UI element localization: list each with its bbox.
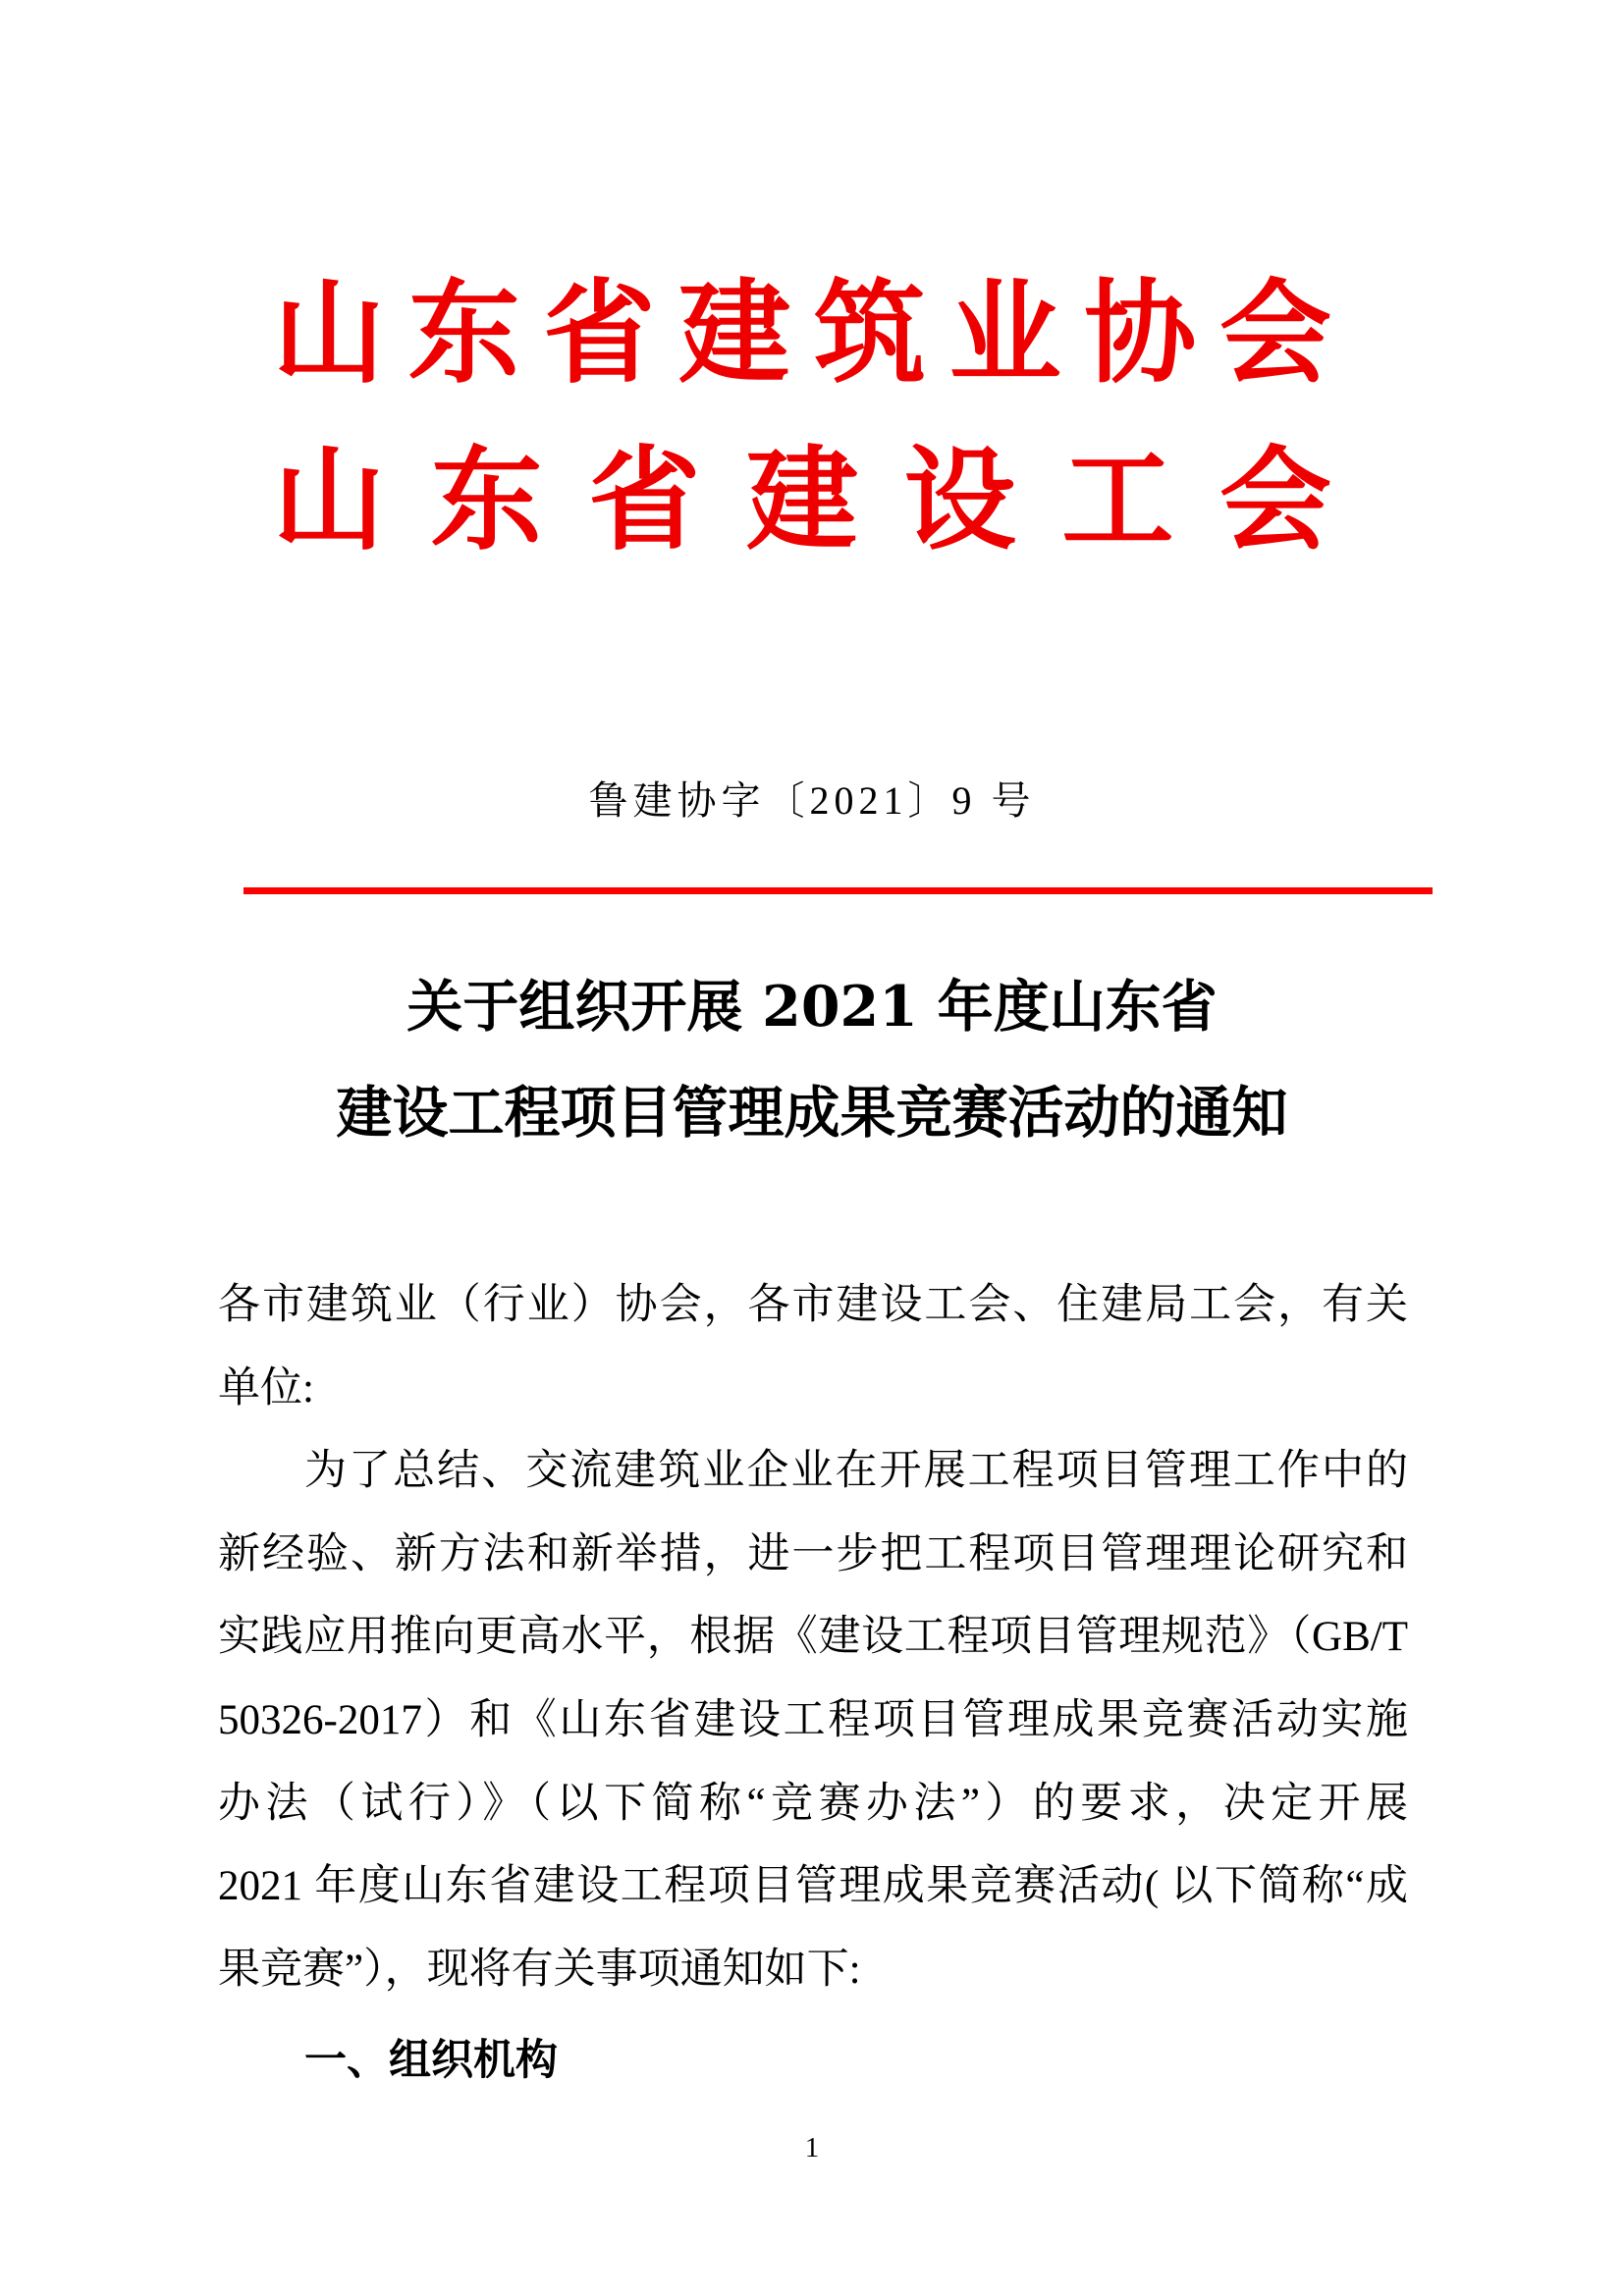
- paragraph-line: 2021 年度山东省建设工程项目管理成果竞赛活动( 以下简称“成: [218, 1863, 1408, 1910]
- paragraph-line: 50326-2017）和《山东省建设工程项目管理成果竞赛活动实施: [218, 1696, 1408, 1743]
- paragraph-line: 新经验、新方法和新举措，进一步把工程项目管理理论研究和: [218, 1530, 1408, 1577]
- salutation-line-2: 单位:: [218, 1364, 314, 1412]
- paragraph-line: 果竞赛”），现将有关事项通知如下:: [218, 1946, 861, 1993]
- org-masthead-line-1: 山东省建筑业协会: [273, 267, 1331, 399]
- notice-title-line-1: 关于组织开展 2021 年度山东省: [406, 974, 1218, 1040]
- notice-title-line-2: 建设工程项目管理成果竞赛活动的通知: [336, 1080, 1288, 1146]
- salutation-line-1: 各市建筑业（行业）协会，各市建设工会、住建局工会，有关: [218, 1282, 1408, 1328]
- paragraph-line: 办法（试行）》（以下简称“竞赛办法”）的要求，决定开展: [218, 1780, 1408, 1827]
- red-divider-line: [244, 887, 1433, 894]
- section-heading-organization: 一、组织机构: [304, 2036, 558, 2085]
- document-reference-number: 鲁建协字〔2021〕9 号: [588, 778, 1036, 823]
- page-number: 1: [804, 2132, 820, 2163]
- paragraph-line: 实践应用推向更高水平，根据《建设工程项目管理规范》（GB/T: [218, 1614, 1408, 1661]
- paragraph-line: 为了总结、交流建筑业企业在开展工程项目管理工作中的: [304, 1448, 1408, 1495]
- body-text-block: [218, 1264, 1408, 2011]
- org-masthead-line-2: 山东省建设工会: [273, 434, 1331, 565]
